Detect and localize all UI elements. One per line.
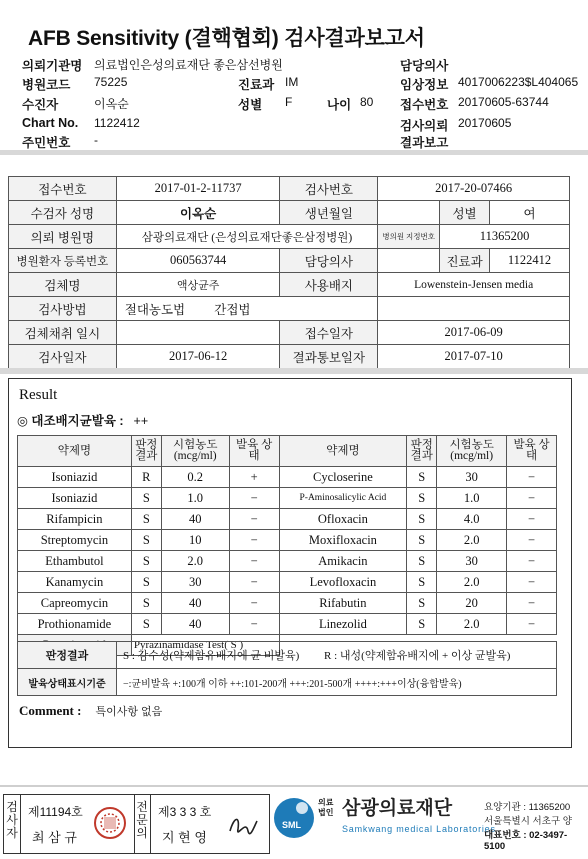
specialist-name: 지 현 영 — [162, 830, 207, 845]
comment — [19, 703, 162, 719]
cell-growth: − — [229, 530, 279, 551]
report-title: AFB Sensitivity (결핵협회) 검사결과보고서 — [28, 27, 425, 50]
cell-judge: S — [407, 572, 437, 593]
col-drug: 약제명 — [18, 436, 132, 467]
col-growth: 발육 상태 — [229, 436, 279, 467]
info-value — [378, 249, 440, 273]
value-resident-no: - — [94, 133, 98, 147]
cell-conc: 2.0 — [437, 614, 507, 635]
cell-judge: S — [407, 593, 437, 614]
value-chart-no: 1122412 — [94, 116, 140, 130]
info-value — [378, 297, 570, 321]
info-label: 성별 — [440, 201, 490, 225]
info-label: 접수번호 — [9, 177, 117, 201]
cell-judge: S — [407, 488, 437, 509]
cell-conc: 30 — [161, 572, 229, 593]
comment-label: Comment : — [19, 703, 82, 718]
info-label: 검체채취 일시 — [9, 321, 117, 345]
cell-conc: 30 — [437, 467, 507, 488]
cell-judge: S — [131, 572, 161, 593]
label-resident-no: 주민번호 — [22, 136, 71, 150]
col-growth: 발육 상태 — [507, 436, 557, 467]
info-value: 1122412 — [490, 249, 570, 273]
info-label: 검사방법 — [9, 297, 117, 321]
org-name: 삼광의료재단 — [342, 798, 453, 819]
label-sex: 성별 — [238, 98, 263, 112]
result-title: Result — [19, 387, 58, 403]
cell-conc: 4.0 — [437, 509, 507, 530]
comment-value: 특이사항 없음 — [95, 706, 163, 718]
value-clinical-info: 4017006223$L404065 — [458, 75, 579, 89]
drug-sensitivity-table — [17, 435, 557, 656]
cell-growth: − — [507, 509, 557, 530]
label-request-date: 검사의뢰 — [400, 119, 449, 133]
cell-judge: S — [131, 488, 161, 509]
divider — [0, 150, 588, 155]
cell-judge: S — [407, 614, 437, 635]
cell-growth: − — [229, 551, 279, 572]
cell-judge: S — [131, 530, 161, 551]
info-value — [378, 201, 440, 225]
cell-drug: Ofloxacin — [279, 509, 407, 530]
cell-drug: Kanamycin — [18, 572, 132, 593]
info-value: 액상균주 — [116, 273, 280, 297]
cell-drug: Levofloxacin — [279, 572, 407, 593]
cell-growth: − — [507, 614, 557, 635]
table-row — [18, 467, 557, 488]
examiner-name: 최 삼 규 — [32, 830, 77, 845]
info-label: 검사일자 — [9, 345, 117, 369]
cell-growth: − — [507, 551, 557, 572]
table-row — [18, 614, 557, 635]
cell-conc: 10 — [161, 530, 229, 551]
control-growth — [17, 411, 148, 429]
cell-judge: S — [407, 551, 437, 572]
col-conc: 시험농도 (mcg/ml) — [437, 436, 507, 467]
cell-drug: Rifampicin — [18, 509, 132, 530]
cell-growth: − — [507, 467, 557, 488]
seal-icon — [92, 805, 128, 841]
table-row — [18, 488, 557, 509]
table-row — [9, 297, 570, 321]
info-value — [116, 321, 280, 345]
divider — [0, 785, 588, 787]
table-row — [18, 669, 557, 696]
info-label: 진료과 — [440, 249, 490, 273]
value-age: 80 — [360, 95, 374, 109]
col-conc: 시험농도 (mcg/ml) — [161, 436, 229, 467]
cell-judge: S — [407, 509, 437, 530]
label-institution: 의뢰기관명 — [22, 59, 83, 73]
info-value: 060563744 — [116, 249, 280, 273]
cell-conc: 1.0 — [161, 488, 229, 509]
table-row — [18, 593, 557, 614]
legal-entity: 의료 법인 — [318, 798, 334, 817]
cell-conc: 2.0 — [437, 572, 507, 593]
table-row — [18, 572, 557, 593]
sml-logo-icon — [272, 796, 316, 840]
judge-s: S : 감수성(약제함유배지에 균 비발육) — [123, 650, 300, 662]
info-label: 접수일자 — [280, 321, 378, 345]
info-value: 여 — [490, 201, 570, 225]
cell-judge: S — [131, 593, 161, 614]
label-doctor: 담당의사 — [400, 59, 449, 73]
info-label: 사용배지 — [280, 273, 378, 297]
cell-drug: Linezolid — [279, 614, 407, 635]
cell-drug: Isoniazid — [18, 467, 132, 488]
label-report-date: 결과보고 — [400, 136, 449, 150]
cell-growth: − — [507, 488, 557, 509]
table-row — [9, 321, 570, 345]
label-chart-no: Chart No. — [22, 116, 79, 130]
cell-growth: − — [229, 488, 279, 509]
cell-pza-test: Pyrazinamidase Test( S ) — [131, 635, 279, 656]
phone: 대표번호 : 02-3497-5100 — [484, 830, 568, 852]
cell-growth: − — [229, 572, 279, 593]
cell-conc: 40 — [161, 509, 229, 530]
result-section — [8, 378, 572, 748]
info-label: 검체명 — [9, 273, 117, 297]
specimen-info-table — [8, 176, 570, 369]
cell-drug: Ethambutol — [18, 551, 132, 572]
table-row — [18, 642, 557, 669]
cell-judge: S — [131, 551, 161, 572]
cell-judge: S — [407, 530, 437, 551]
cell-drug: Prothionamide — [18, 614, 132, 635]
signature-icon — [226, 809, 260, 843]
cell-growth: − — [229, 509, 279, 530]
info-value: 2017-20-07466 — [378, 177, 570, 201]
value-request-date: 20170605 — [458, 116, 512, 130]
divider — [0, 368, 588, 374]
info-label: 담당의사 — [280, 249, 378, 273]
specialist-label: 전문의 — [136, 800, 148, 840]
info-label: 병원환자 등록번호 — [9, 249, 117, 273]
info-value: 11365200 — [440, 225, 570, 249]
table-row — [9, 225, 570, 249]
cell-drug: P-Aminosalicylic Acid — [279, 488, 407, 509]
judge-legend — [117, 642, 557, 669]
growth-legend: −:균비발육 +:100개 이하 ++:101-200개 +++:201-500개 ++++:+++이상(융합발육) — [117, 669, 557, 696]
cell-judge: S — [407, 467, 437, 488]
cell-judge: R — [131, 467, 161, 488]
cell-conc: 2.0 — [161, 551, 229, 572]
table-row — [9, 201, 570, 225]
cell-conc: 40 — [161, 614, 229, 635]
cell-judge: S — [131, 614, 161, 635]
cell-drug: Rifabutin — [279, 593, 407, 614]
label-age: 나이 — [327, 98, 352, 112]
table-header-row — [18, 436, 557, 467]
method-absolute: 절대농도법 — [124, 302, 186, 317]
label-department: 진료과 — [238, 78, 275, 92]
col-drug: 약제명 — [279, 436, 407, 467]
cell-growth: − — [507, 572, 557, 593]
cell-drug: Amikacin — [279, 551, 407, 572]
value-sex: F — [285, 95, 293, 109]
col-judge: 판정 결과 — [407, 436, 437, 467]
info-label: 병의원 지정번호 — [378, 225, 440, 249]
judge-label: 판정결과 — [18, 642, 117, 669]
address: 서울특별시 서초구 양 — [484, 816, 572, 827]
info-label: 생년월일 — [280, 201, 378, 225]
growth-legend-label: 발육상태표시기준 — [18, 669, 117, 696]
cell-growth: − — [507, 530, 557, 551]
logo-text: SML — [282, 820, 301, 830]
info-value: 2017-01-2-11737 — [116, 177, 280, 201]
cell-growth: − — [229, 614, 279, 635]
info-value: 2017-06-12 — [116, 345, 280, 369]
signature-box — [3, 794, 270, 854]
info-label: 검사번호 — [280, 177, 378, 201]
cell-drug: Cycloserine — [279, 467, 407, 488]
cell-drug: Streptomycin — [18, 530, 132, 551]
info-value: 이옥순 — [116, 201, 280, 225]
cell-conc: 2.0 — [437, 530, 507, 551]
label-patient: 수진자 — [22, 98, 59, 112]
info-label: 결과통보일자 — [280, 345, 378, 369]
cell-drug: Moxifloxacin — [279, 530, 407, 551]
label-receipt-no: 접수번호 — [400, 98, 449, 112]
cell-growth: + — [229, 467, 279, 488]
institution-code: 요양기관 : 11365200 — [484, 802, 571, 813]
cell-drug: Capreomycin — [18, 593, 132, 614]
col-judge: 판정 결과 — [131, 436, 161, 467]
cell-conc: 0.2 — [161, 467, 229, 488]
label-hospital-code: 병원코드 — [22, 78, 71, 92]
examiner-label: 검사자 — [6, 800, 18, 840]
value-department: IM — [285, 75, 299, 89]
cell-conc: 30 — [437, 551, 507, 572]
table-row — [18, 551, 557, 572]
value-institution: 의료법인은성의료재단 좋은삼선병원 — [94, 58, 283, 72]
info-value — [116, 297, 378, 321]
table-row — [18, 509, 557, 530]
table-row — [18, 530, 557, 551]
cell-judge: S — [131, 509, 161, 530]
report-header — [0, 0, 588, 150]
org-name-en: Samkwang medical Laboratories — [342, 824, 496, 834]
info-value: Lowenstein-Jensen media — [378, 273, 570, 297]
info-value: 2017-06-09 — [378, 321, 570, 345]
info-value: 2017-07-10 — [378, 345, 570, 369]
cell-growth: − — [229, 593, 279, 614]
info-value: 삼광의료재단 (은성의료재단좋은삼정병원) — [116, 225, 378, 249]
cell-drug: Isoniazid — [18, 488, 132, 509]
method-indirect: 간접법 — [214, 302, 251, 317]
value-receipt-no: 20170605-63744 — [458, 95, 549, 109]
judge-r: R : 내성(약제함유배지에 + 이상 균발육) — [324, 650, 511, 662]
legend-table — [17, 641, 557, 696]
examiner-license: 제11194호 — [28, 805, 83, 819]
info-label: 의뢰 병원명 — [9, 225, 117, 249]
value-hospital-code: 75225 — [94, 75, 128, 89]
cell-conc: 1.0 — [437, 488, 507, 509]
cell-conc: 20 — [437, 593, 507, 614]
drug-rows — [18, 467, 557, 656]
cell-growth: − — [507, 593, 557, 614]
cell-conc: 40 — [161, 593, 229, 614]
info-label: 수검자 성명 — [9, 201, 117, 225]
table-row — [9, 249, 570, 273]
control-growth-label: ◎ 대조배지균발육 : — [17, 414, 124, 428]
table-row — [9, 177, 570, 201]
value-patient: 이옥순 — [94, 97, 129, 111]
table-row — [9, 273, 570, 297]
label-clinical-info: 임상정보 — [400, 78, 449, 92]
table-row — [9, 345, 570, 369]
control-growth-value: ++ — [133, 414, 149, 428]
specialist-license: 제3 3 3 호 — [158, 805, 212, 819]
